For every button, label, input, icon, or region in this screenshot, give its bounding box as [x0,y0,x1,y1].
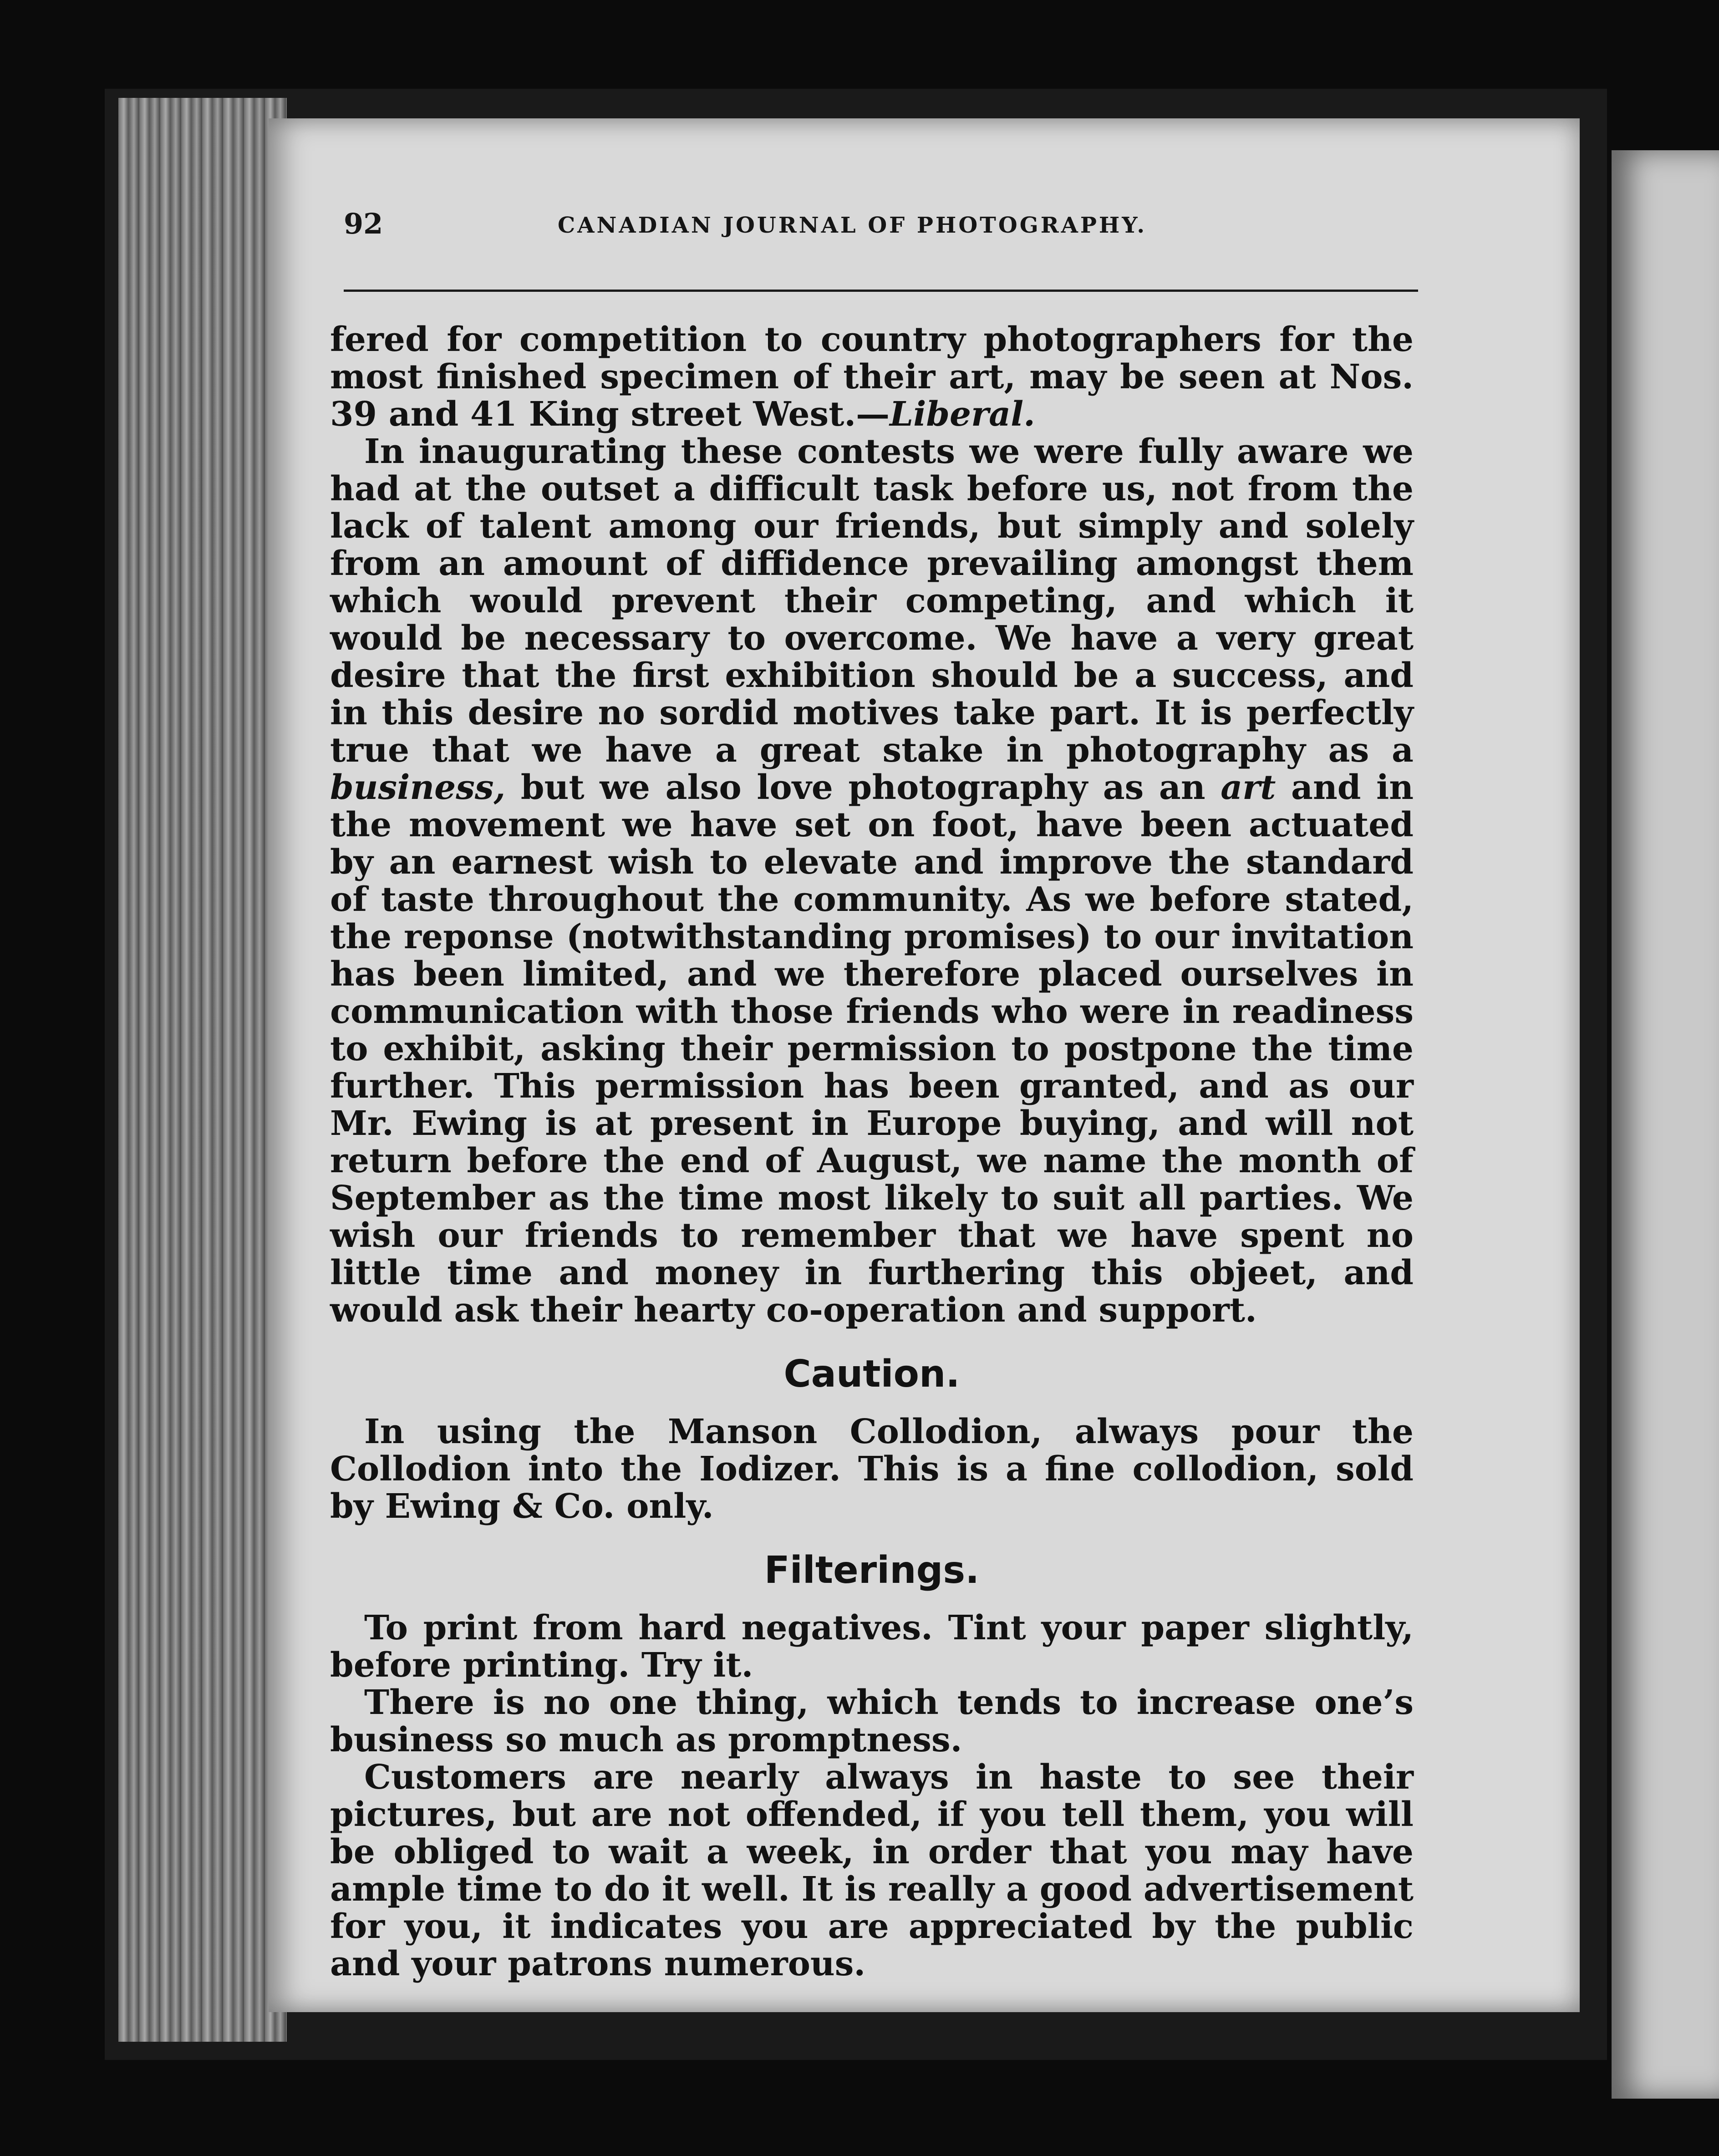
page-edges [118,98,287,2042]
page-number: 92 [344,207,383,240]
contest-emphasis-business: business, [330,768,506,807]
filterings-paragraph-2: There is no one thing, which tends to increase one’s business so much as promptness. [330,1683,1414,1759]
facing-page-edge [1612,150,1719,2099]
contest-text-part-2: but we also love photography as an [505,768,1221,807]
header-rule [344,290,1418,292]
continuation-paragraph [330,321,1414,433]
contest-emphasis-art: art [1221,768,1276,807]
contest-paragraph [330,433,1414,1329]
caution-heading: Caution. [783,1353,960,1396]
continuation-text: fered for competition to country photographers for the most finished specimen of their art, may be seen at Nos. 39 and 41 King street West.— [330,320,1414,434]
page-body [330,321,1414,1983]
journal-title: CANADIAN JOURNAL OF PHOTOGRAPHY. [558,213,1147,238]
caution-paragraph: In using the Manson Collodion, always pour the Collodion into the Iodizer. This is a fine collodion, sold by Ewing & Co. only. [330,1412,1414,1526]
filterings-paragraph-1: To print from hard negatives. Tint your paper slightly, before printing. Try it. [330,1608,1414,1685]
filterings-paragraph-3: Customers are nearly always in haste to see their pictures, but are not offended, if you tell them, you will be obliged to wait a week, in order that you may have ample time to do it well. It is really a good advertisement for you, it indicates you are appreciated by the public and your patrons numerous. [330,1758,1414,1983]
contest-text-part-1: In inaugurating these contests we were fully aware we had at the outset a difficult task before us, not from the lack of talent among our friends, but simply and solely from an amount of diffidence prevailing amongst them which would prevent their competing, and which it would be necessary to overcome. We have a very great desire that the first exhibition should be a success, and in this desire no sordid motives take part. It is perfectly true that we have a great stake in photography as a [330,432,1414,770]
running-head [344,207,1414,257]
contest-text-part-3: and in the movement we have set on foot, have been actuated by an earnest wish to elevate and improve the standard of taste throughout the community. As we before stated, the reponse (notwithstanding promises) to our invitation has been limited, and we therefore placed ourselves in communication with those friends who were in readiness to exhibit, asking their permission to postpone the time further. This permission has been granted, and as our Mr. Ewing is at present in Europe buying, and will not return before the end of August, we name the month of September as the time most likely to suit all parties. We wish our friends to remember that we have spent no little time and money in furthering this objeet, and would ask their hearty co-operation and support. [330,768,1414,1330]
filterings-heading: Filterings. [764,1549,980,1592]
continuation-source: Liberal. [890,395,1035,434]
